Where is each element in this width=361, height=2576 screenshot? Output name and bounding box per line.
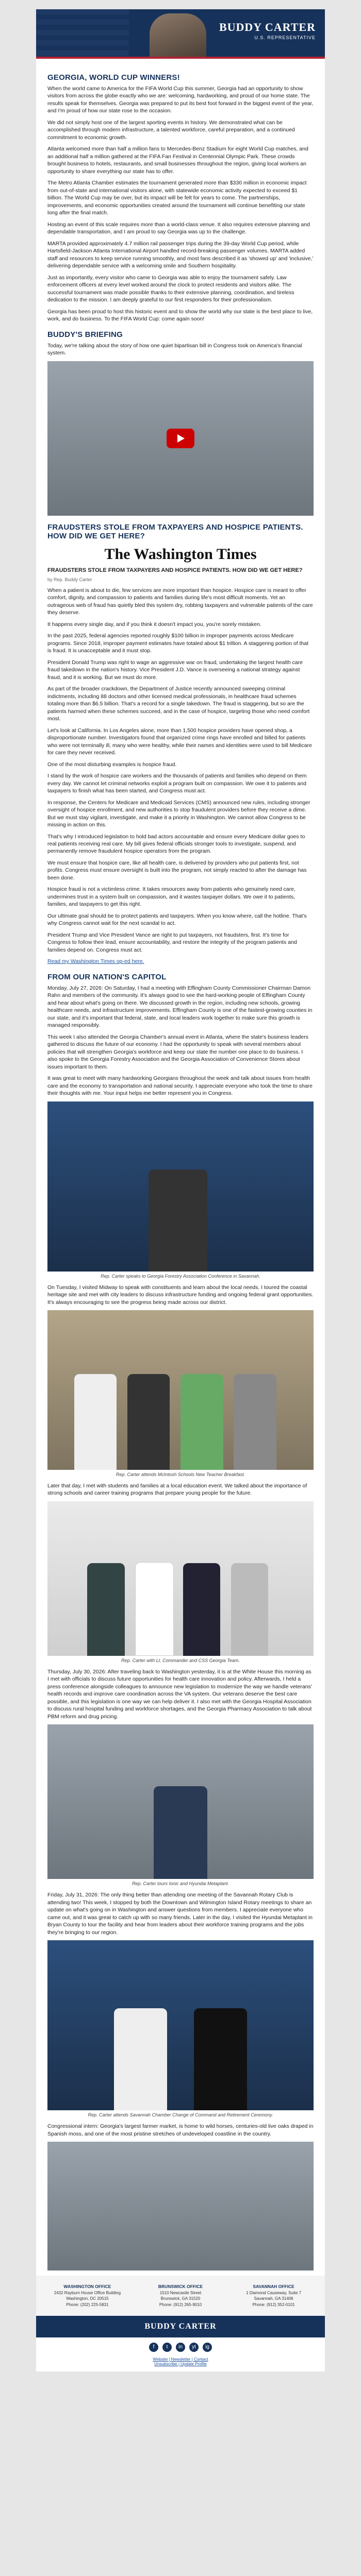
- flag-graphic: [36, 9, 129, 57]
- paragraph: In response, the Centers for Medicare and Medicaid Services (CMS) announced new rules, including stronger oversight of hospice enrollment, and new authorities to stop fraudulent providers before they receive a dime. But we must stay vigilant, investigate, and make it a priority in Washington. We cannot allow Congress to be missing in action on this.: [47, 799, 310, 828]
- paragraph: Georgia has been proud to host this historic event and to show the world why our state is the best place to live, work, and do business. To the FIFA World Cup: come again soon!: [47, 308, 313, 323]
- youtube-icon[interactable]: yt: [189, 2343, 199, 2352]
- paragraph: One of the most disturbing examples is hospice fraud.: [47, 761, 177, 768]
- paragraph: Just as importantly, every visitor who came to Georgia was able to enjoy the tournament safely. Law enforcement officers at every level worked around the clock to protect residents and visitors alike. The successful tournament was made possible thanks to their extensive planning, coordination, and tireless dedication to the mission. I am deeply grateful to our first responders for their professionalism.: [47, 274, 294, 303]
- bottom-links: [36, 2355, 325, 2371]
- unsubscribe-link[interactable]: Unsubscribe | Update Profile: [154, 2361, 207, 2366]
- paragraph: Thursday, July 30, 2026: After traveling back to Washington yesterday, it is at the White House this morning as I met with officials to discuss future opportunities for health care innovation and policy. Afterwards, I held a press conference alongside colleagues to announce new legislation to modernize the way we handle veterans' health records and improve care coordination across the VA system. Our veterans deserve the best care possible, and this legislation is one way we can help deliver it. I also met with the Georgia Hospital Association to discuss rural hospital funding and workforce shortages, and the Georgia Pharmacy Association to talk about PBM reform and drug pricing.: [47, 1668, 312, 1720]
- instagram-icon[interactable]: ig: [203, 2343, 212, 2352]
- read-more-link[interactable]: Read my Washington Times op-ed here.: [47, 958, 144, 965]
- facebook-icon[interactable]: f: [149, 2343, 158, 2352]
- footer-logo: BUDDY CARTER: [36, 2316, 325, 2337]
- article-title: FRAUDSTERS STOLE FROM TAXPAYERS AND HOSPICE PATIENTS. HOW DID WE GET HERE?: [47, 567, 303, 573]
- paragraph: We must ensure that hospice care, like all health care, is delivered by providers who put patients first, not profits. Congress must ensure oversight is built into the program, not simply reacted to after the damage has been done.: [47, 859, 307, 881]
- paragraph: I stand by the work of hospice care workers and the thousands of patients and families who depend on them every day. We cannot let criminal networks exploit a program built on compassion. We owe it to patients and taxpayers to finish what has been started, and Congress must act.: [47, 773, 307, 794]
- section-title-briefing: BUDDY'S BRIEFING: [47, 330, 123, 339]
- main-content: [36, 59, 325, 2270]
- island-photo: [47, 2142, 314, 2270]
- footer-nav-links[interactable]: Website | Newsletter | Contact: [153, 2357, 208, 2362]
- section-title-world-cup: GEORGIA, WORLD CUP WINNERS!: [47, 73, 180, 82]
- linkedin-icon[interactable]: in: [176, 2343, 185, 2352]
- washington-times-logo: The Washington Times: [104, 545, 257, 563]
- twitter-icon[interactable]: t: [162, 2343, 172, 2352]
- office-brunswick: BRUNSWICK OFFICE 1510 Newcastle Street Brunswick, GA 31520 Phone: (912) 265-9010: [158, 2284, 203, 2307]
- paragraph: This week I also attended the Georgia Chamber's annual event in Atlanta, where the state's business leaders gathered to discuss the future of our economy. I had the opportunity to speak with several members about policies that will strengthen Georgia's workforce and keep our state the number one place to do business. I also spoke to the Georgia Forestry Association and the Georgia Association of Convenience Stores about issues important to them.: [47, 1033, 308, 1070]
- paragraph: When the world came to America for the FIFA World Cup this summer, Georgia had an opportunity to show visitors from across the globe exactly who we are: welcoming, hardworking, and proud of our home state. The results speak for themselves. Georgia was prepared to put its best foot forward in the biggest event of the year, and I'm proud of how our state rose to the occasion.: [47, 86, 314, 114]
- photo-caption: Rep. Carter attends Savannah Chamber Change of Command and Retirement Ceremony.: [88, 2112, 273, 2118]
- play-icon[interactable]: [167, 429, 194, 448]
- paragraph: Let's look at California. In Los Angeles alone, more than 1,500 hospice providers have opened shop, a disproportionate number. Investigators found that organized crime rings have enrolled and billed for patients who were not terminally ill, many who were healthy, while their names and identities were used to bill Medicare for care they never received.: [47, 727, 312, 756]
- paragraph: That's why I introduced legislation to hold bad actors accountable and ensure every Medicare dollar goes to real patients receiving real care. My bill gives federal officials stronger tools to investigate, suspend, and permanently remove fraudulent hospice operators from the program.: [47, 833, 305, 855]
- photo-caption: Rep. Carter tours Ionic and Hyundai Metaplant.: [132, 1881, 229, 1887]
- congressman-photo: [150, 13, 206, 57]
- social-links: [36, 2337, 325, 2355]
- paragraph: As part of the broader crackdown, the Department of Justice recently announced sweeping criminal indictments, including 88 doctors and other licensed medical professionals, in healthcare fraud schemes totaling more than $6.5 billion. That's a record for a single takedown. The fraud is staggering, but so are the patients harmed when these schemes succeed, and in the case of hospice, targeting those who need comfort most.: [47, 686, 310, 722]
- teacher-breakfast-photo: [47, 1310, 314, 1470]
- paragraph: We did not simply host one of the largest sporting events in history. We demonstrated what can be accomplished through modern infrastructure, a talented workforce, careful preparation, and a continued commitment to economic growth.: [47, 119, 295, 141]
- footer-offices: [36, 2276, 325, 2315]
- read-more-paragraph: [47, 958, 314, 965]
- paragraph: MARTA provided approximately 4.7 million rail passenger trips during the 39-day World Cup period, while Hartsfield-Jackson Atlanta International Airport handled record-breaking passenger volumes. MARTA added staff and resources to keep service running smoothly, and most fans described it as 'showed up' and 'inclusive,' delivering dependable service with a welcoming smile and Southern hospitality.: [47, 240, 314, 269]
- chamber-ceremony-photo: [47, 1940, 314, 2110]
- paragraph: Friday, July 31, 2026: The only thing better than attending one meeting of the Savannah Rotary Club is attending two! This week, I stopped by both the Downtown and Wilmington Island Rotary meetings to share an update on what's going on in Washington and answer questions from members. I appreciate everyone who came out, and it was great to catch up with so many friends. Later in the day, I visited the Hyundai Metaplant in Bryan County to tour the facility and hear from leaders about their workforce training programs and the jobs they're bringing to our region.: [47, 1892, 313, 1936]
- office-savannah: SAVANNAH OFFICE 1 Diamond Causeway, Suite 7 Savannah, GA 31406 Phone: (912) 352-0101: [246, 2284, 302, 2307]
- paragraph: In the past 2025, federal agencies reported roughly $100 billion in improper payments across Medicare programs. Since 2018, improper payment estimates have totaled about $1 trillion. A staggering portion of that is fraud. It is unacceptable and it must stop.: [47, 633, 309, 654]
- header-banner: [36, 9, 325, 59]
- paragraph: On Tuesday, I visited Midway to speak with constituents and learn about the local needs. I toured the coastal heritage site and met with city leaders to discuss infrastructure funding and ongoing federal grant opportunities. It's always encouraging to see the progress being made across our district.: [47, 1284, 314, 1306]
- forestry-photo: [47, 1101, 314, 1272]
- paragraph: Monday, July 27, 2026: On Saturday, I had a meeting with Effingham County Commissioner Chairman Damon Rahn and members of the community. It's always good to see the hard-working people of Effingham County and hear about what's going on there. We discussed growth in the region, including new schools, growing healthcare needs, and infrastructure improvements. Effingham County is one of the fastest-growing counties in our state, and it's important that federal, state, and local leaders work together to make sure this growth is managed responsibly.: [47, 985, 313, 1029]
- paragraph: The Metro Atlanta Chamber estimates the tournament generated more than $330 million in economic impact from out-of-state and international visitors alone, with statewide economic activity expected to exceed $1 billion. The World Cup may be over, but its impact will be felt for years to come. The partnerships, improvements, and economic opportunities created around the tournament will continue benefiting our state long after the final match.: [47, 180, 307, 216]
- paragraph: Congressional intern: Georgia's largest farmer market, is home to wild horses, centuries-old live oaks draped in Spanish moss, and one of the most pristine stretches of undeveloped coastline in the country.: [47, 2123, 314, 2137]
- paragraph: When a patient is about to die, few services are more important than hospice. Hospice care is meant to offer comfort, dignity, and compassion to patients and families during life's most difficult moments. Yet an outrageous web of fraud has quietly bled this system dry, robbing taxpayers and vulnerable patients of the care they deserve.: [47, 587, 313, 616]
- paragraph: Later that day, I met with students and families at a local education event. We talked about the importance of strong schools and career training programs that prepare young people for the future.: [47, 1483, 307, 1497]
- paragraph: It happens every single day, and if you think it doesn't impact you, you're sorely mistaken.: [47, 621, 261, 628]
- video-thumbnail[interactable]: [47, 361, 314, 516]
- photo-caption: Rep. Carter speaks to Georgia Forestry Association Conference in Savannah.: [101, 1273, 260, 1279]
- paragraph: It was great to meet with many hardworking Georgians throughout the week and talk about issues from health care and the economy to transportation and national security. I appreciate everyone who took the time to share their thoughts with me. Your input helps me better represent you in Congress.: [47, 1075, 313, 1097]
- paragraph: President Donald Trump was right to wage an aggressive war on fraud, undertaking the largest health care fraud takedown in the nation's history. Vice President J.D. Vance is overseeing a national strategy against fraud, and it is working. But we must do more.: [47, 659, 303, 681]
- header-subtitle: U.S. REPRESENTATIVE: [254, 35, 316, 40]
- section-title-fraud: FRAUDSTERS STOLE FROM TAXPAYERS AND HOSPICE PATIENTS. HOW DID WE GET HERE?: [47, 522, 303, 540]
- paragraph: Hosting an event of this scale requires more than a world-class venue. It also requires extensive planning and dependable transportation, and I am proud to say Georgia was up to the challenge.: [47, 221, 310, 235]
- byline: by Rep. Buddy Carter: [47, 577, 92, 582]
- office-washington: WASHINGTON OFFICE 2432 Rayburn House Office Building Washington, DC 20515 Phone: (202) 225-5831: [54, 2284, 121, 2307]
- header-name: BUDDY CARTER: [219, 21, 316, 33]
- photo-caption: Rep. Carter with Lt. Commander and CSS Georgia Team.: [121, 1657, 240, 1663]
- paragraph: Our ultimate goal should be to protect patients and taxpayers. When you know where, call the hotline. That's why Congress cannot wait for the next scandal to act.: [47, 912, 307, 927]
- header-name-block: [219, 21, 316, 40]
- paragraph: Atlanta welcomed more than half a million fans to Mercedes-Benz Stadium for eight World Cup matches, and an additional half a million gathered at the FIFA Fan Festival in Centennial Olympic Park. These crowds brought business to hotels, restaurants, and small businesses throughout the region, giving local workers an opportunity to share everything our state has to offer.: [47, 146, 308, 175]
- top-spacer: [36, 0, 325, 9]
- photo-caption: Rep. Carter attends McIntosh Schools New Teacher Breakfast.: [116, 1472, 245, 1477]
- section-title-capitol: FROM OUR NATION'S CAPITOL: [47, 972, 167, 981]
- metaplant-photo: [47, 1724, 314, 1879]
- paragraph: Hospice fraud is not a victimless crime. It takes resources away from patients who genuinely need care, undermines trust in a system built on compassion, and it wastes taxpayer dollars. We owe it to patients, families, and taxpayers to get this right.: [47, 886, 296, 908]
- paragraph: Today, we're talking about the story of how one quiet bipartisan bill in Congress took on America's financial system.: [47, 342, 302, 357]
- newsletter: [36, 0, 325, 2371]
- css-georgia-photo: [47, 1501, 314, 1656]
- paragraph: President Trump and Vice President Vance are right to put taxpayers, not fraudsters, first. It's time for Congress to follow their lead, ensure accountability, and restore the integrity of the program patients and families depend on. Congress must act.: [47, 931, 297, 953]
